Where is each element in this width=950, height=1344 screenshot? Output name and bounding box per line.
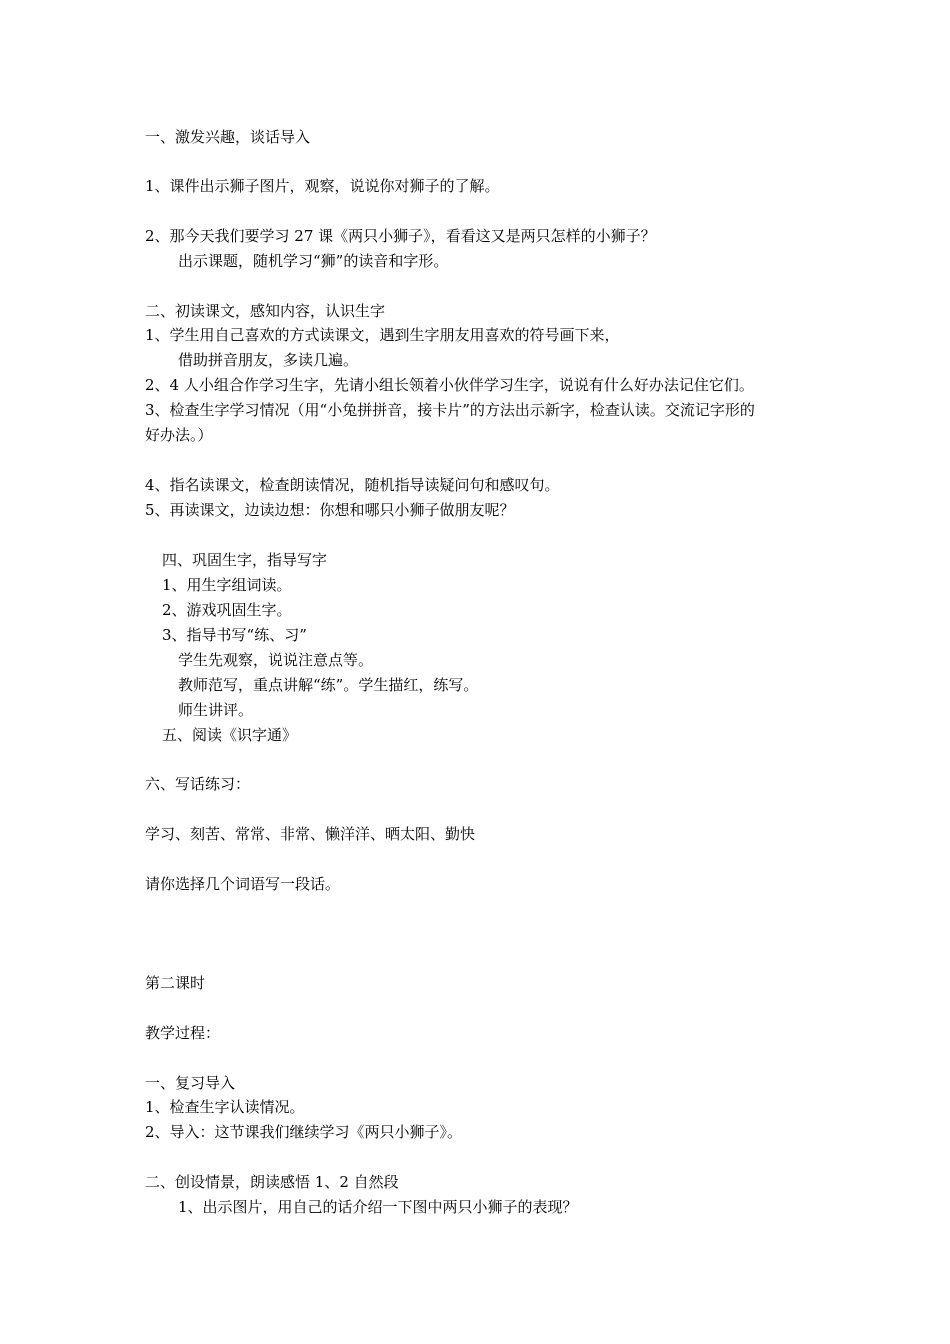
paragraph-line: 出示课题，随机学习“狮”的读音和字形。 bbox=[178, 252, 449, 270]
section-heading-1: 一、激发兴趣，谈话导入 bbox=[145, 128, 311, 146]
paragraph-line: 3、检查生字学习情况（用“小兔拼拼音，接卡片”的方法出示新字，检查认读。交流记字形的 bbox=[145, 401, 755, 419]
paragraph-line: 1、课件出示狮子图片，观察，说说你对狮子的了解。 bbox=[145, 177, 500, 195]
paragraph-line: 5、再读课文，边读边想：你想和哪只小狮子做朋友呢？ bbox=[145, 501, 515, 519]
section-heading-4: 四、巩固生字，指导写字 bbox=[162, 551, 328, 569]
paragraph-line: 请你选择几个词语写一段话。 bbox=[145, 875, 341, 893]
paragraph-line: 学生先观察，说说注意点等。 bbox=[178, 651, 374, 669]
paragraph-line: 好办法。） bbox=[145, 426, 213, 444]
paragraph-line: 2、那今天我们要学习 27 课《两只小狮子》，看看这又是两只怎样的小狮子？ bbox=[145, 227, 656, 245]
paragraph-line: 1、学生用自己喜欢的方式读课文，遇到生字朋友用喜欢的符号画下来， bbox=[145, 326, 620, 344]
paragraph-line: 2、导入：这节课我们继续学习《两只小狮子》。 bbox=[145, 1123, 463, 1141]
paragraph-line: 2、游戏巩固生字。 bbox=[162, 601, 292, 619]
section-heading-2: 二、初读课文，感知内容，认识生字 bbox=[145, 302, 386, 320]
paragraph-line: 教师范写，重点讲解“练”。学生描红，练写。 bbox=[178, 676, 479, 694]
section-heading-6: 六、写话练习： bbox=[145, 775, 251, 793]
paragraph-line: 2、4 人小组合作学习生字，先请小组长领着小伙伴学习生字，说说有什么好办法记住它们。 bbox=[145, 376, 754, 394]
paragraph-line: 1、检查生字认读情况。 bbox=[145, 1098, 305, 1116]
lesson-title: 第二课时 bbox=[145, 974, 206, 992]
paragraph-line: 借助拼音朋友，多读几遍。 bbox=[178, 351, 359, 369]
section-heading-2b: 二、创设情景，朗读感悟 1、2 自然段 bbox=[145, 1173, 399, 1191]
paragraph-line: 3、指导书写“练、习” bbox=[162, 626, 307, 644]
section-heading-1b: 一、复习导入 bbox=[145, 1074, 236, 1092]
paragraph-line: 教学过程： bbox=[145, 1024, 221, 1042]
section-heading-5: 五、阅读《识字通》 bbox=[162, 726, 298, 744]
paragraph-line: 1、出示图片，用自己的话介绍一下图中两只小狮子的表现？ bbox=[178, 1198, 578, 1216]
paragraph-line: 4、指名读课文，检查朗读情况，随机指导读疑问句和感叹句。 bbox=[145, 476, 560, 494]
paragraph-line: 学习、刻苦、常常、非常、懒洋洋、晒太阳、勤快 bbox=[145, 825, 476, 843]
paragraph-line: 1、用生字组词读。 bbox=[162, 576, 292, 594]
paragraph-line: 师生讲评。 bbox=[178, 701, 254, 719]
